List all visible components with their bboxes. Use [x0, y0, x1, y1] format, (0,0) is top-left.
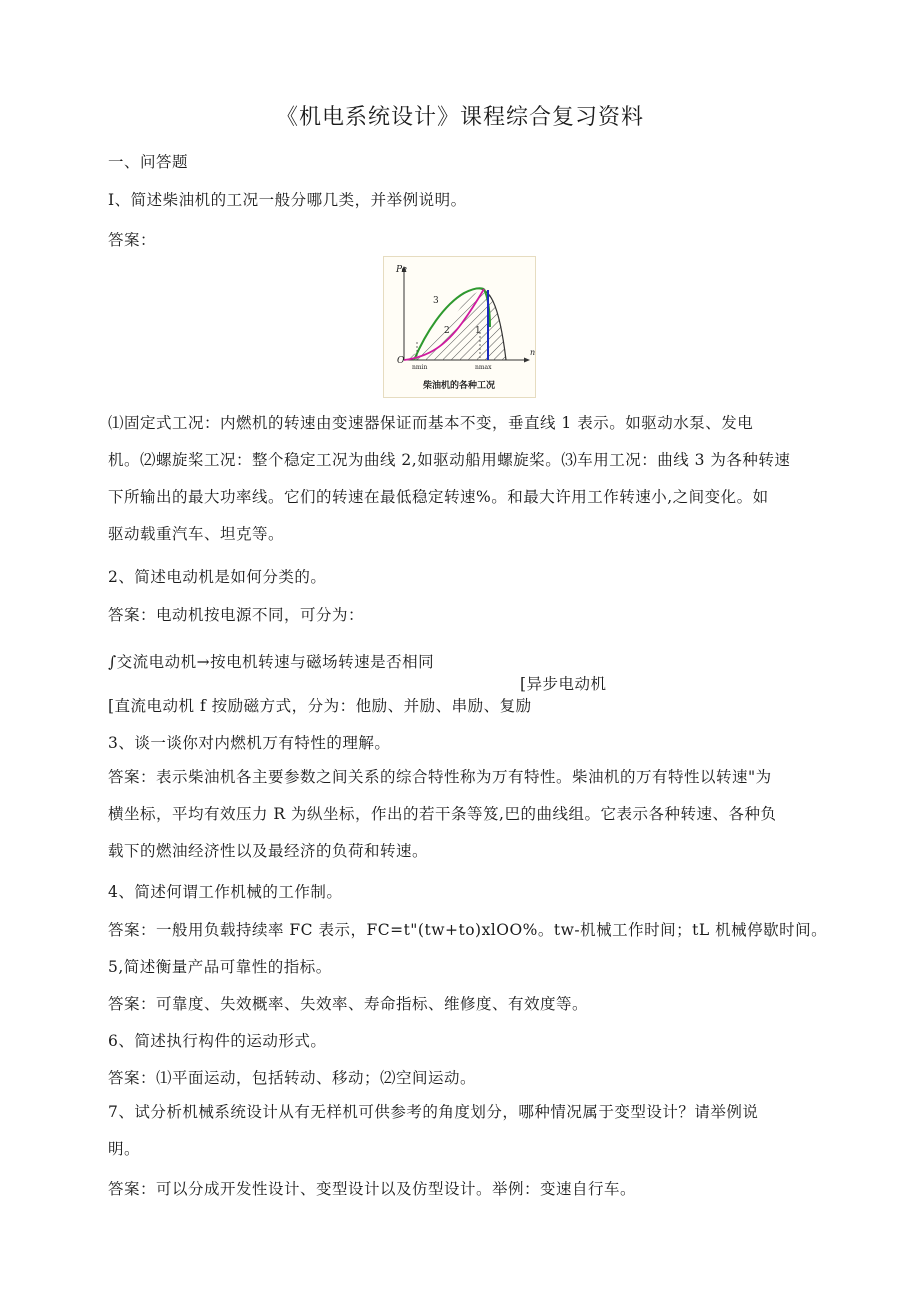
- answer-5: 答案：可靠度、失效概率、失效率、寿命指标、维修度、有效度等。: [108, 995, 589, 1013]
- question-7-line: 7、试分析机械系统设计从有无样机可供参考的角度划分，哪种情况属于变型设计？请举例说: [108, 1103, 759, 1121]
- answer-7: 答案：可以分成开发性设计、变型设计以及仿型设计。举例：变速自行车。: [108, 1180, 637, 1198]
- question-6: 6、简述执行构件的运动形式。: [108, 1032, 327, 1050]
- answer-6: 答案：⑴平面运动，包括转动、移动；⑵空间运动。: [108, 1069, 477, 1087]
- x-axis-label: n: [530, 348, 535, 357]
- question-7-line: 明。: [108, 1140, 141, 1158]
- answer-1-line: 机。⑵螺旋桨工况：整个稳定工况为曲线 2,如驱动船用螺旋桨。⑶车用工况：曲线 3 为各种转速: [108, 451, 791, 469]
- curve-label-2: 2: [444, 326, 450, 336]
- ac-motor-line: ∫交流电动机→按电机转速与磁场转速是否相同: [108, 653, 435, 671]
- question-2: 2、简述电动机是如何分类的。: [108, 568, 327, 586]
- answer-1-line: 下所输出的最大功率线。它们的转速在最低稳定转速%。和最大许用工作转速小,之间变化。如: [108, 488, 769, 506]
- answer-3-line: 答案：表示柴油机各主要参数之间关系的综合特性称为万有特性。柴油机的万有特性以转速"为: [108, 768, 772, 786]
- curve-label-1: 1: [475, 326, 481, 336]
- question-4: 4、简述何谓工作机械的工作制。: [108, 883, 343, 901]
- figure-caption: 柴油机的各种工况: [422, 381, 496, 391]
- section-heading: 一、问答题: [108, 153, 189, 171]
- answer-1-line: ⑴固定式工况：内燃机的转速由变速器保证而基本不变，垂直线 1 表示。如驱动水泵、发电: [108, 414, 754, 432]
- answer-2: 答案：电动机按电源不同，可分为：: [108, 606, 365, 624]
- answer-3-text: [108, 759, 820, 870]
- question-3: 3、谈一谈你对内燃机万有特性的理解。: [108, 734, 391, 752]
- y-axis-label: Pe: [396, 265, 407, 275]
- answer-label-1: 答案：: [108, 231, 157, 249]
- tick-label-nmin: nmin: [412, 364, 428, 371]
- origin-label: O: [397, 356, 405, 366]
- answer-3-line: 横坐标，平均有效压力 R 为纵坐标，作出的若干条等笈,巴的曲线组。它表示各种转速、各种负: [108, 805, 777, 823]
- async-motor-line: [异步电动机: [520, 675, 607, 693]
- answer-1-line: 驱动载重汽车、坦克等。: [108, 525, 285, 543]
- answer-1-text: [108, 405, 820, 553]
- answer-4: 答案：一般用负载持续率 FC 表示，FC=t"(tw+to)xlOO%。tw-机械工作时间；tL 机械停歇时间。: [108, 921, 828, 939]
- curve-label-3: 3: [433, 296, 439, 306]
- diesel-conditions-figure: [383, 256, 536, 398]
- question-7: [108, 1094, 820, 1168]
- page-title: 《机电系统设计》课程综合复习资料: [275, 105, 644, 130]
- question-5: 5,简述衡量产品可靠性的指标。: [108, 958, 332, 976]
- tick-label-nmax: nmax: [475, 364, 492, 371]
- answer-3-line: 载下的燃油经济性以及最经济的负荷和转速。: [108, 842, 429, 860]
- dc-motor-line: [直流电动机 f 按励磁方式，分为：他励、并励、串励、复励: [108, 697, 532, 715]
- question-1: I、简述柴油机的工况一般分哪几类，并举例说明。: [108, 191, 467, 209]
- diesel-conditions-chart: [384, 257, 535, 397]
